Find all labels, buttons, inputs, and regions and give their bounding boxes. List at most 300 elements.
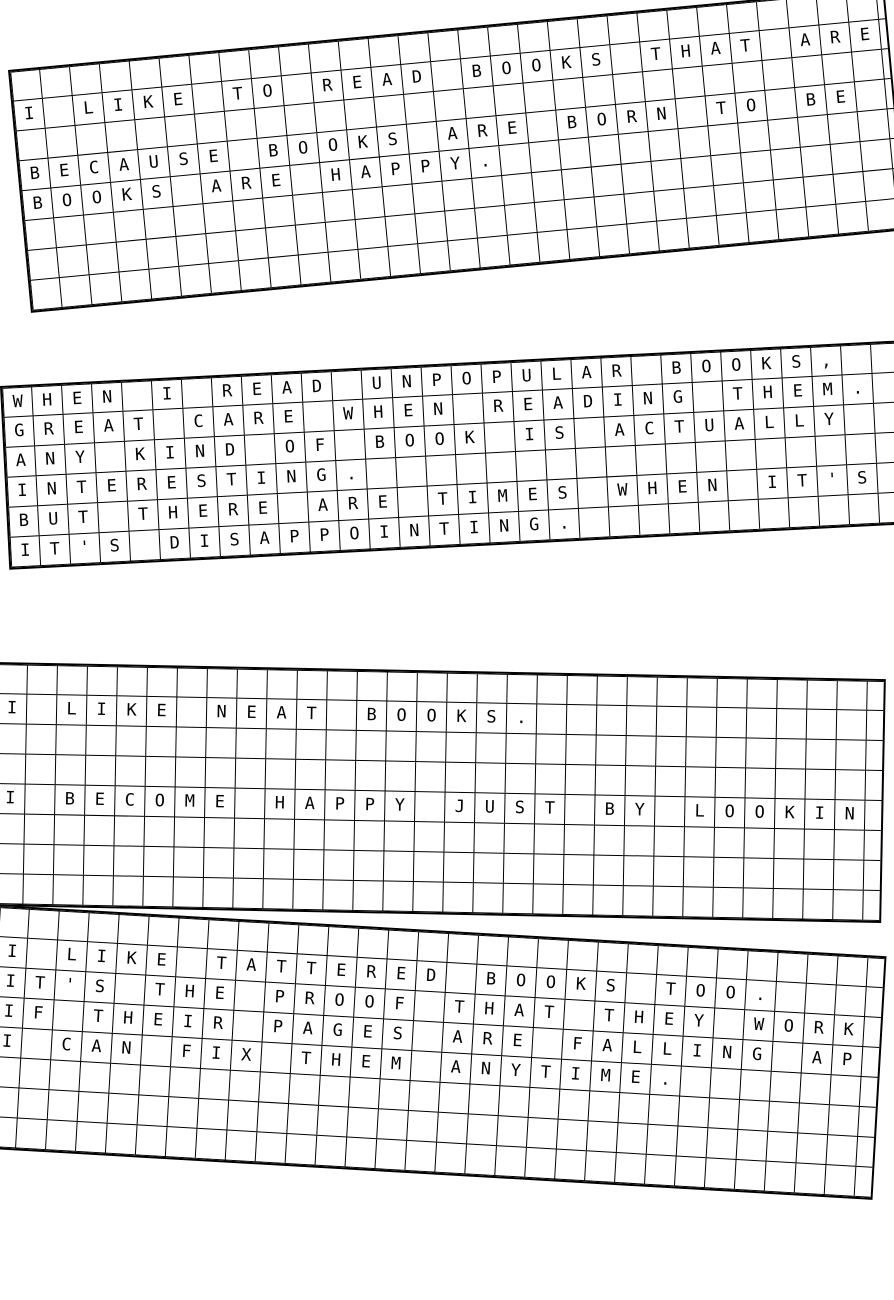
- manuscript-cell: S: [781, 348, 812, 377]
- manuscript-cell: H: [158, 499, 189, 529]
- manuscript-cell: E: [825, 82, 858, 114]
- manuscript-cell: [553, 78, 586, 110]
- manuscript-cell: [418, 932, 450, 962]
- manuscript-cell: [819, 495, 850, 525]
- manuscript-cell: T: [723, 380, 754, 410]
- manuscript-cell: [356, 217, 389, 249]
- manuscript-cell: [84, 846, 115, 876]
- manuscript-cell: [807, 710, 838, 740]
- manuscript-cell: [714, 828, 745, 858]
- manuscript-cell: [0, 1117, 18, 1148]
- manuscript-cell: [583, 75, 616, 107]
- manuscript-cell: [76, 1122, 108, 1153]
- manuscript-cell: [828, 112, 861, 144]
- manuscript-cell: S: [219, 526, 250, 556]
- manuscript-cell: [655, 797, 686, 827]
- manuscript-cell: [53, 875, 84, 905]
- manuscript-cell: E: [198, 142, 231, 174]
- manuscript-cell: [24, 218, 57, 250]
- manuscript-cell: [387, 673, 418, 702]
- manuscript-cell: [506, 764, 537, 794]
- manuscript-cell: [399, 33, 432, 64]
- manuscript-cell: [566, 735, 597, 765]
- manuscript-cell: [711, 153, 744, 185]
- manuscript-cell: [710, 1068, 742, 1099]
- manuscript-cell: [236, 729, 267, 759]
- manuscript-cell: A: [249, 524, 280, 554]
- manuscript-cell: [267, 670, 298, 699]
- manuscript-cell: N: [646, 99, 679, 131]
- manuscript-cell: [384, 821, 415, 851]
- manuscript-cell: A: [108, 150, 141, 182]
- manuscript-cell: [623, 886, 654, 916]
- manuscript-cell: [326, 730, 357, 760]
- manuscript-cell: [261, 1042, 293, 1073]
- manuscript-cell: [168, 1097, 200, 1128]
- manuscript-cell: [377, 1109, 409, 1140]
- manuscript-cell: B: [476, 965, 508, 996]
- manuscript-cell: I: [189, 527, 220, 557]
- manuscript-cell: [143, 877, 174, 907]
- manuscript-cell: P: [410, 152, 443, 184]
- manuscript-cell: [324, 820, 355, 850]
- manuscript-cell: E: [368, 488, 399, 518]
- manuscript-cell: [398, 486, 429, 516]
- manuscript-cell: K: [833, 1015, 865, 1046]
- manuscript-cell: T: [296, 954, 328, 985]
- manuscript-cell: [171, 174, 204, 206]
- manuscript-cell: [627, 706, 658, 736]
- manuscript-cell: D: [401, 62, 434, 94]
- manuscript-cell: K: [751, 349, 782, 378]
- manuscript-cell: [596, 766, 627, 796]
- manuscript-cell: [176, 727, 207, 757]
- manuscript-cell: [120, 270, 153, 302]
- manuscript-cell: [567, 941, 599, 971]
- manuscript-cell: I: [0, 967, 26, 998]
- manuscript-cell: [506, 734, 537, 764]
- manuscript-cell: [537, 704, 568, 734]
- manuscript-cell: [798, 1103, 830, 1134]
- manuscript-cell: B: [55, 785, 86, 815]
- manuscript-cell: [405, 1141, 437, 1172]
- manuscript-cell: [716, 768, 747, 798]
- manuscript-cell: R: [218, 496, 249, 526]
- manuscript-cell: ': [817, 465, 848, 495]
- manuscript-cell: [579, 507, 610, 537]
- manuscript-cell: A: [592, 1032, 624, 1063]
- manuscript-cell: [0, 908, 30, 938]
- manuscript-cell: [669, 503, 700, 533]
- manuscript-cell: E: [502, 1026, 534, 1057]
- manuscript-cell: F: [171, 1037, 203, 1068]
- manuscript-cell: [87, 667, 118, 696]
- manuscript-cell: [478, 236, 511, 268]
- manuscript-cell: ': [55, 970, 87, 1001]
- manuscript-cell: O: [715, 798, 746, 828]
- manuscript-cell: [828, 1105, 860, 1136]
- manuscript-cell: E: [667, 473, 698, 503]
- manuscript-cell: [516, 450, 547, 480]
- manuscript-cell: [49, 1060, 81, 1091]
- manuscript-cell: [105, 120, 138, 152]
- manuscript-cell: [566, 765, 597, 795]
- manuscript-cell: E: [162, 85, 195, 117]
- manuscript-cell: [806, 740, 837, 770]
- manuscript-cell: [428, 30, 461, 61]
- manuscript-cell: O: [735, 91, 768, 123]
- manuscript-cell: [226, 1131, 258, 1162]
- manuscript-cell: [609, 506, 640, 536]
- manuscript-cell: W: [2, 387, 33, 416]
- manuscript-cell: [765, 1162, 797, 1193]
- manuscript-cell: [587, 1121, 619, 1152]
- manuscript-cell: [21, 1029, 53, 1060]
- manuscript-cell: U: [694, 411, 725, 441]
- manuscript-cell: B: [795, 85, 828, 117]
- manuscript-cell: I: [0, 937, 28, 968]
- manuscript-cell: [28, 910, 60, 940]
- manuscript-cell: S: [382, 1019, 414, 1050]
- manuscript-cell: K: [117, 696, 148, 726]
- manuscript-cell: O: [417, 702, 448, 732]
- manuscript-cell: [179, 264, 212, 296]
- manuscript-cell: B: [365, 428, 396, 458]
- manuscript-cell: [296, 760, 327, 790]
- manuscript-cell: [866, 199, 894, 231]
- manuscript-cell: [238, 922, 270, 952]
- manuscript-cell: [797, 1133, 829, 1164]
- manuscript-cell: [130, 530, 161, 560]
- manuscript-cell: T: [594, 1002, 626, 1033]
- manuscript-cell: [266, 759, 297, 789]
- manuscript-cell: [297, 671, 328, 700]
- manuscript-cell: S: [547, 479, 578, 509]
- manuscript-cell: [485, 422, 516, 452]
- manuscript-cell: [177, 668, 208, 697]
- manuscript-cell: [83, 876, 114, 906]
- manuscript-cell: [329, 250, 362, 282]
- manuscript-cell: D: [159, 529, 190, 559]
- manuscript-cell: C: [115, 786, 146, 816]
- manuscript-cell: [413, 182, 446, 214]
- manuscript-cell: [773, 889, 804, 919]
- manuscript-cell: E: [351, 1048, 383, 1079]
- manuscript-cell: R: [231, 169, 264, 201]
- manuscript-cell: [88, 913, 120, 943]
- manuscript-cell: D: [215, 436, 246, 466]
- manuscript-cell: [106, 1124, 138, 1155]
- manuscript-cell: [435, 1143, 467, 1174]
- manuscript-cell: O: [387, 702, 418, 732]
- manuscript-cell: W: [333, 400, 364, 430]
- manuscript-cell: [837, 956, 869, 986]
- manuscript-cell: E: [204, 979, 236, 1010]
- manuscript-cell: H: [363, 398, 394, 428]
- manuscript-cell: [557, 1120, 589, 1151]
- manuscript-cell: [624, 856, 655, 886]
- manuscript-cell: [87, 243, 120, 275]
- manuscript-cell: [596, 736, 627, 766]
- manuscript-cell: [324, 850, 355, 880]
- manuscript-cell: [327, 700, 358, 730]
- manuscript-cell: .: [336, 460, 367, 490]
- manuscript-cell: [375, 1139, 407, 1170]
- manuscript-cell: [233, 879, 264, 909]
- manuscript-cell: M: [488, 482, 519, 512]
- manuscript-cell: [27, 695, 58, 725]
- manuscript-cell: [237, 670, 268, 699]
- manuscript-cell: N: [489, 512, 520, 542]
- manuscript-cell: Y: [65, 443, 96, 473]
- manuscript-cell: K: [125, 440, 156, 470]
- manuscript-cell: [831, 142, 864, 174]
- manuscript-cell: X: [231, 1041, 263, 1072]
- manuscript-cell: [326, 220, 359, 252]
- manuscript-cell: Y: [625, 796, 656, 826]
- manuscript-cell: T: [68, 503, 99, 533]
- manuscript-cell: K: [455, 424, 486, 454]
- manuscript-cell: [687, 707, 718, 737]
- manuscript-cell: [747, 708, 778, 738]
- manuscript-cell: [534, 824, 565, 854]
- manuscript-cell: [174, 204, 207, 236]
- manuscript-cell: [236, 228, 269, 260]
- manuscript-cell: K: [566, 970, 598, 1001]
- manuscript-cell: R: [616, 102, 649, 134]
- manuscript-cell: O: [521, 51, 554, 83]
- manuscript-cell: [654, 857, 685, 887]
- manuscript-cell: [257, 1102, 289, 1133]
- manuscript-cell: P: [832, 1045, 864, 1076]
- manuscript-cell: M: [381, 1049, 413, 1080]
- manuscript-cell: J: [445, 793, 476, 823]
- manuscript-cell: O: [81, 183, 114, 215]
- manuscript-cell: [245, 434, 276, 464]
- manuscript-cell: .: [843, 374, 874, 404]
- manuscript-cell: E: [97, 472, 128, 502]
- manuscript-cell: [233, 199, 266, 231]
- manuscript-cell: S: [85, 972, 117, 1003]
- manuscript-cell: [535, 200, 568, 232]
- manuscript-cell: E: [260, 166, 293, 198]
- manuscript-cell: A: [236, 951, 268, 982]
- manuscript-cell: L: [685, 797, 716, 827]
- manuscript-cell: L: [541, 360, 572, 389]
- manuscript-cell: E: [513, 391, 544, 421]
- manuscript-cell: [619, 132, 652, 164]
- manuscript-cell: I: [560, 1060, 592, 1091]
- manuscript-cell: [833, 890, 864, 920]
- manuscript-cell: [735, 1160, 767, 1191]
- manuscript-cell: [269, 255, 302, 287]
- manuscript-cell: T: [216, 466, 247, 496]
- manuscript-cell: O: [773, 1012, 805, 1043]
- manuscript-cell: R: [126, 470, 157, 500]
- manuscript-cell: I: [87, 696, 118, 726]
- manuscript-cell: I: [459, 513, 490, 543]
- manuscript-cell: A: [272, 374, 303, 403]
- manuscript-cell: T: [297, 700, 328, 730]
- manuscript-cell: [285, 103, 318, 135]
- manuscript-cell: [153, 409, 184, 439]
- manuscript-cell: [0, 1057, 21, 1088]
- manuscript-cell: [777, 953, 809, 983]
- manuscript-cell: [85, 816, 116, 846]
- manuscript-cell: O: [339, 519, 370, 549]
- manuscript-cell: [235, 789, 266, 819]
- manuscript-cell: [396, 457, 427, 487]
- manuscript-cell: [296, 730, 327, 760]
- manuscript-cell: [386, 732, 417, 762]
- manuscript-cell: [57, 245, 90, 277]
- manuscript-cell: B: [556, 108, 589, 140]
- manuscript-cell: [537, 675, 568, 704]
- manuscript-cell: S: [186, 467, 217, 497]
- manuscript-cell: [182, 378, 213, 407]
- manuscript-cell: [40, 67, 73, 98]
- manuscript-cell: [792, 55, 825, 87]
- manuscript-cell: [225, 109, 258, 141]
- manuscript-cell: [798, 115, 831, 147]
- manuscript-cell: [278, 493, 309, 523]
- manuscript-cell: [442, 179, 475, 211]
- manuscript-cell: H: [753, 378, 784, 408]
- manuscript-cell: [413, 882, 444, 912]
- manuscript-cell: [774, 859, 805, 889]
- manuscript-cell: E: [620, 1063, 652, 1094]
- manuscript-cell: N: [37, 475, 68, 505]
- manuscript-cell: [676, 96, 709, 128]
- manuscript-cell: [532, 170, 565, 202]
- manuscript-cell: [760, 28, 793, 60]
- manuscript-cell: [95, 442, 126, 472]
- manuscript-cell: [76, 123, 109, 155]
- manuscript-cell: [643, 69, 676, 101]
- manuscript-cell: P: [264, 983, 296, 1014]
- manuscript-cell: [144, 847, 175, 877]
- manuscript-cell: [526, 111, 559, 143]
- manuscript-cell: [386, 762, 417, 792]
- manuscript-cell: G: [306, 461, 337, 491]
- manuscript-cell: D: [302, 372, 333, 401]
- manuscript-cell: [147, 668, 178, 697]
- manuscript-cell: [323, 880, 354, 910]
- manuscript-cell: [499, 1086, 531, 1117]
- manuscript-cell: [431, 59, 464, 91]
- manuscript-cell: [448, 239, 481, 271]
- manuscript-cell: [472, 176, 505, 208]
- manuscript-cell: [654, 189, 687, 221]
- manuscript-cell: [418, 241, 451, 273]
- manuscript-cell: [536, 734, 567, 764]
- manuscript-cell: E: [147, 697, 178, 727]
- manuscript-cell: [130, 59, 163, 90]
- manuscript-cell: S: [100, 532, 131, 562]
- manuscript-cell: [356, 731, 387, 761]
- manuscript-cell: [379, 1079, 411, 1110]
- manuscript-cell: R: [312, 71, 345, 103]
- manuscript-cell: [615, 1153, 647, 1184]
- manuscript-cell: [296, 223, 329, 255]
- manuscript-cell: M: [813, 375, 844, 405]
- manuscript-cell: [0, 665, 28, 694]
- manuscript-cell: [757, 0, 790, 30]
- manuscript-cell: C: [183, 407, 214, 437]
- manuscript-cell: [176, 757, 207, 787]
- manuscript-cell: [415, 211, 448, 243]
- manuscript-cell: [146, 757, 177, 787]
- manuscript-cell: [356, 761, 387, 791]
- manuscript-cell: [26, 939, 58, 970]
- manuscript-cell: [534, 854, 565, 884]
- manuscript-cell: [116, 756, 147, 786]
- manuscript-cell: [0, 724, 27, 754]
- manuscript-cell: O: [317, 130, 350, 162]
- manuscript-cell: [836, 740, 867, 770]
- manuscript-cell: [684, 827, 715, 857]
- manuscript-cell: [714, 183, 747, 215]
- manuscript-cell: [148, 917, 180, 947]
- manuscript-cell: B: [19, 159, 52, 191]
- manuscript-cell: U: [475, 793, 506, 823]
- manuscript-cell: I: [13, 99, 46, 131]
- manuscript-cell: [771, 148, 804, 180]
- manuscript-cell: A: [604, 416, 635, 446]
- manuscript-cell: [458, 28, 491, 59]
- manuscript-cell: [233, 1011, 265, 1042]
- manuscript-cell: [286, 1134, 318, 1165]
- manuscript-cell: N: [712, 1038, 744, 1069]
- manuscript-cell: [54, 215, 87, 247]
- manuscript-cell: C: [634, 414, 665, 444]
- manuscript-cell: [538, 230, 571, 262]
- manuscript-cell: E: [237, 699, 268, 729]
- manuscript-cell: [444, 853, 475, 883]
- manuscript-cell: [353, 881, 384, 911]
- manuscript-cell: [804, 175, 837, 207]
- manuscript-cell: [414, 852, 445, 882]
- manuscript-cell: [206, 758, 237, 788]
- manuscript-cell: [684, 857, 715, 887]
- manuscript-cell: [577, 477, 608, 507]
- manuscript-cell: E: [783, 377, 814, 407]
- manuscript-cell: [656, 737, 687, 767]
- manuscript-cell: N: [697, 471, 728, 501]
- manuscript-cell: [697, 5, 730, 36]
- manuscript-cell: [504, 824, 535, 854]
- manuscript-cell: T: [730, 31, 763, 63]
- manuscript-cell: O: [685, 977, 717, 1008]
- manuscript-cell: [411, 1051, 443, 1082]
- manuscript-cell: A: [504, 996, 536, 1027]
- manuscript-cell: H: [637, 474, 668, 504]
- manuscript-cell: [822, 52, 855, 84]
- manuscript-cell: [502, 173, 535, 205]
- manuscript-cell: [70, 64, 103, 95]
- manuscript-cell: [138, 1095, 170, 1126]
- manuscript-cell: [844, 404, 875, 434]
- manuscript-cell: [747, 951, 779, 981]
- manuscript-cell: [837, 681, 868, 710]
- manuscript-cell: O: [745, 798, 776, 828]
- manuscript-cell: [825, 1165, 857, 1196]
- manuscript-cell: T: [640, 40, 673, 72]
- manuscript-cell: I: [682, 1037, 714, 1068]
- manuscript-cell: [0, 844, 25, 874]
- manuscript-cell: I: [369, 518, 400, 548]
- manuscript-cell: [687, 216, 720, 248]
